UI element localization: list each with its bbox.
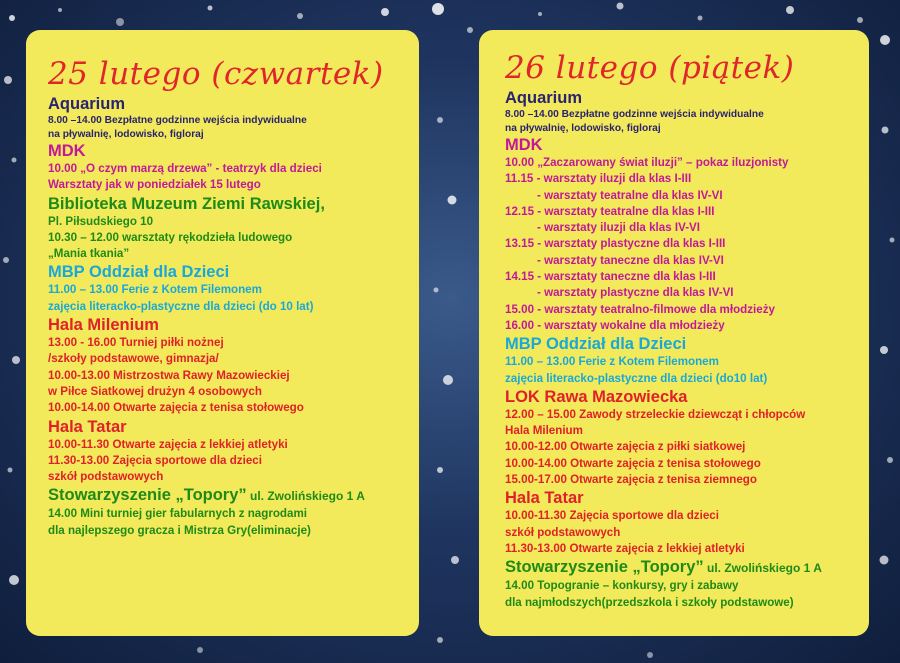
event-line: szkół podstawowych: [505, 525, 621, 539]
venue-name: Aquarium: [505, 89, 583, 107]
venue-name: [48, 485, 409, 506]
event-line: 14.00 Mini turniej gier fabularnych z nagrodami: [48, 507, 307, 521]
venue-hala-tatar: [505, 488, 859, 557]
venue-name: Hala Tatar: [48, 417, 127, 436]
event-line: zajęcia literacko-plastyczne dla dzieci (do10 lat): [505, 371, 768, 385]
venue-mbp: [48, 262, 409, 315]
event-line: 10.30 – 12.00 warsztaty rękodzieła ludowego: [48, 230, 293, 244]
event-line: 10.00-12.00 Otwarte zajęcia z piłki siatkowej: [505, 440, 746, 454]
event-line: - warsztaty iluzji dla klas IV-VI: [537, 221, 701, 235]
venue-name: Biblioteka Muzeum Ziemi Rawskiej,: [48, 194, 325, 213]
venue-address: ul. Zwolińskiego 1 A: [246, 489, 365, 504]
event-line: 13.00 - 16.00 Turniej piłki nożnej: [48, 336, 224, 350]
event-line: na pływalnię, lodowisko, figloraj: [48, 128, 204, 140]
day-panel-thursday: [26, 30, 419, 636]
day-title: 26 lutego (piątek): [505, 50, 795, 86]
venue-name: MDK: [48, 142, 86, 160]
event-line: dla najlepszego gracza i Mistrza Gry(eliminacje): [48, 523, 311, 537]
venue-title: Stowarzyszenie „Topory”: [48, 486, 247, 505]
venue-aquarium: [48, 94, 409, 141]
event-line: 11.15 - warsztaty iluzji dla klas I-III: [505, 172, 692, 186]
event-line: 10.00 „O czym marzą drzewa” - teatrzyk dla dzieci: [48, 162, 322, 175]
event-line: 11.30-13.00 Zajęcia sportowe dla dzieci: [48, 453, 262, 467]
event-line: Warsztaty jak w poniedziałek 15 lutego: [48, 178, 261, 192]
event-line: 14.00 Topogranie – konkursy, gry i zabawy: [505, 579, 739, 593]
event-line: 11.00 – 13.00 Ferie z Kotem Filemonem: [48, 283, 262, 297]
venue-name: [505, 557, 859, 578]
event-line: dla najmłodszych(przedszkola i szkoły podstawowe): [505, 595, 794, 609]
event-line: 15.00 - warsztaty teatralno-filmowe dla młodzieży: [505, 302, 775, 316]
event-line: 11.00 – 13.00 Ferie z Kotem Filemonem: [505, 355, 719, 369]
venue-topory: [505, 557, 859, 611]
event-line: szkół podstawowych: [48, 470, 164, 484]
event-line: 13.15 - warsztaty plastyczne dla klas I-III: [505, 237, 726, 251]
venue-address: ul. Zwolińskiego 1 A: [703, 561, 822, 576]
event-line: 8.00 –14.00 Bezpłatne godzinne wejścia indywidualne: [48, 115, 307, 126]
venue-biblioteka: [48, 194, 409, 263]
event-line: „Mania tkania”: [48, 247, 130, 261]
venue-title: Stowarzyszenie „Topory”: [505, 558, 704, 577]
event-line: 10.00-11.30 Otwarte zajęcia z lekkiej atletyki: [48, 437, 288, 451]
venue-topory: [48, 485, 409, 539]
venue-name: Hala Tatar: [505, 489, 584, 508]
venue-mdk: [505, 135, 859, 334]
venue-mdk: [48, 141, 409, 194]
event-line: 12.15 - warsztaty teatralne dla klas I-III: [505, 204, 715, 218]
venue-name: LOK Rawa Mazowiecka: [505, 387, 688, 406]
venue-hala-milenium: [48, 315, 409, 416]
event-line: 10.00-13.00 Mistrzostwa Rawy Mazowieckiej: [48, 368, 290, 382]
venue-name: Aquarium: [48, 95, 126, 113]
venue-name: MDK: [505, 136, 543, 154]
event-line: w Piłce Siatkowej drużyn 4 osobowych: [48, 384, 262, 398]
day-panel-friday: [479, 30, 869, 636]
event-line: Hala Milenium: [505, 424, 583, 438]
event-line: 10.00-14.00 Otwarte zajęcia z tenisa stołowego: [48, 401, 304, 415]
event-line: 12.00 – 15.00 Zawody strzeleckie dziewcząt i chłopców: [505, 407, 806, 421]
venue-lok: [505, 387, 859, 488]
event-line: 10.00-14.00 Otwarte zajęcia z tenisa stołowego: [505, 456, 761, 470]
event-line: - warsztaty teatralne dla klas IV-VI: [537, 188, 723, 202]
event-line: Pl. Piłsudskiego 10: [48, 214, 154, 228]
event-line: - warsztaty taneczne dla klas IV-VI: [537, 253, 724, 267]
venue-name: MBP Oddział dla Dzieci: [505, 335, 687, 354]
event-line: 15.00-17.00 Otwarte zajęcia z tenisa ziemnego: [505, 473, 757, 487]
event-line: 11.30-13.00 Otwarte zajęcia z lekkiej atletyki: [505, 541, 745, 555]
event-line: 14.15 - warsztaty taneczne dla klas I-III: [505, 270, 716, 284]
venue-hala-tatar: [48, 417, 409, 486]
event-line: - warsztaty plastyczne dla klas IV-VI: [537, 286, 734, 300]
event-line: 16.00 - warsztaty wokalne dla młodzieży: [505, 318, 725, 332]
event-line: na pływalnię, lodowisko, figloraj: [505, 122, 661, 134]
venue-mbp: [505, 334, 859, 387]
day-title: 25 lutego (czwartek): [48, 56, 384, 92]
event-line: 10.00 „Zaczarowany świat iluzji” – pokaz iluzjonisty: [505, 156, 789, 169]
event-line: 8.00 –14.00 Bezpłatne godzinne wejścia indywidualne: [505, 109, 764, 120]
event-line: zajęcia literacko-plastyczne dla dzieci (do 10 lat): [48, 299, 314, 313]
venue-name: MBP Oddział dla Dzieci: [48, 263, 230, 282]
event-line: /szkoły podstawowe, gimnazja/: [48, 352, 219, 366]
venue-aquarium: [505, 88, 859, 135]
event-line: 10.00-11.30 Zajęcia sportowe dla dzieci: [505, 509, 719, 523]
venue-name: Hala Milenium: [48, 316, 159, 335]
